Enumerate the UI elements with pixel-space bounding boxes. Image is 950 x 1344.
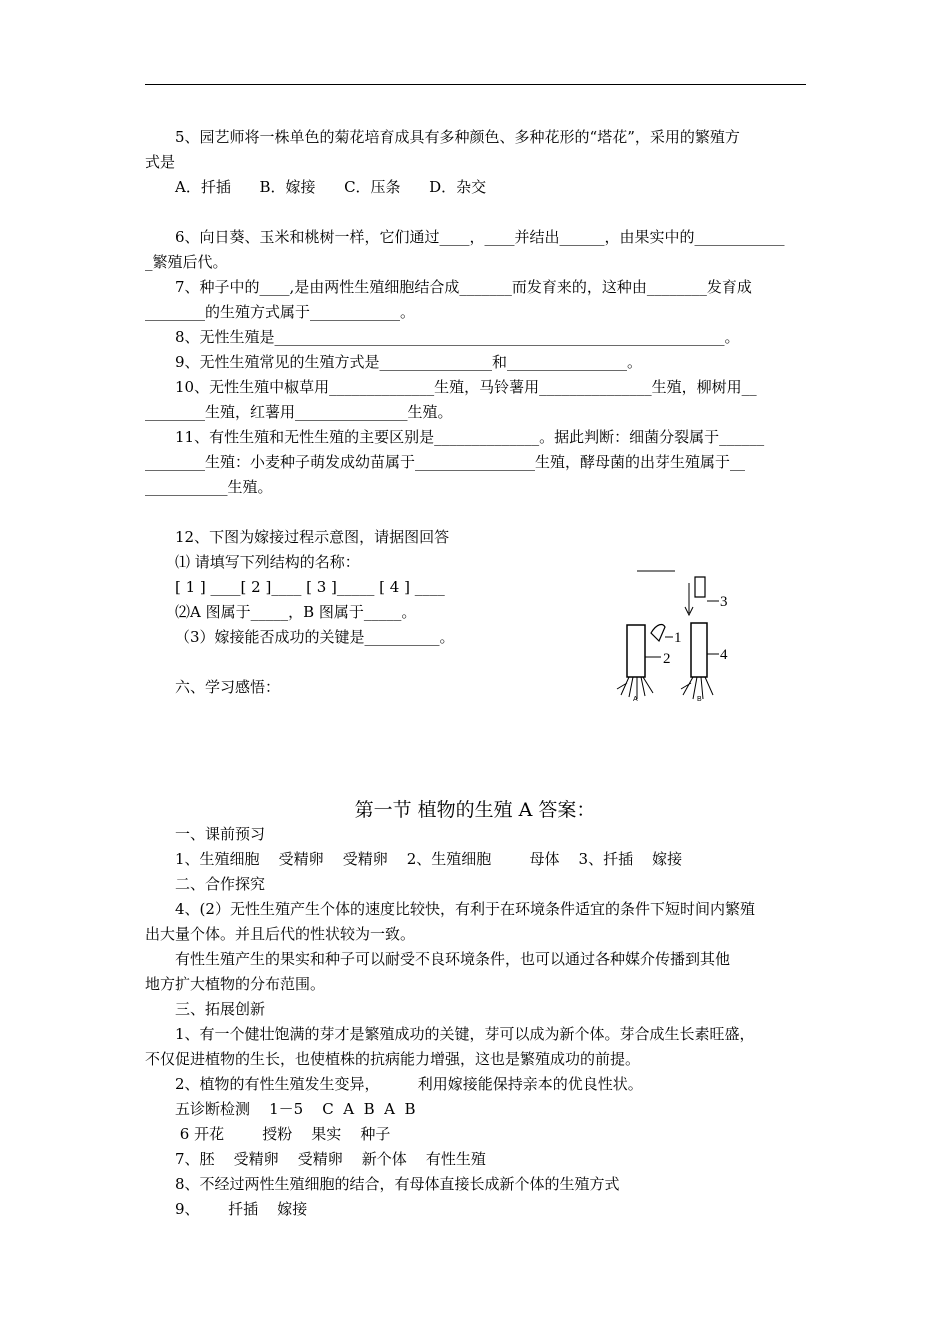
- label-3: 3: [720, 594, 728, 610]
- question-8: 8、无性生殖是____________________________________________________________。: [175, 328, 740, 346]
- label-b: B: [697, 696, 702, 703]
- answer-4-line2: 出大量个体。并且后代的性状较为一致。: [145, 925, 416, 943]
- answers-section-5: 五诊断检测 1－5 C A B A B: [175, 1100, 416, 1118]
- question-11-line3: ___________生殖。: [145, 478, 273, 496]
- answer-4-line3: 有性生殖产生的果实和种子可以耐受不良环境条件，也可以通过各种媒介传播到其他: [175, 950, 731, 968]
- answer-6: 6 开花 授粉 果实 种子: [175, 1125, 391, 1143]
- section-6-heading: 六、学习感悟：: [175, 678, 281, 696]
- question-6-line2: _繁殖后代。: [145, 253, 228, 271]
- answer-3-1-line1: 1、有一个健壮饱满的芽才是繁殖成功的关键，芽可以成为新个体。芽合成生长素旺盛，: [175, 1025, 755, 1043]
- answer-4-line4: 地方扩大植物的分布范围。: [145, 975, 326, 993]
- answer-3-2: 2、植物的有性生殖发生变异， 利用嫁接能保持亲本的优良性状。: [175, 1075, 643, 1093]
- question-12-blanks: [ 1 ] ____[ 2 ]____ [ 3 ]_____ [ 4 ] ____: [175, 578, 445, 596]
- question-5-options: A．扦插 B．嫁接 C．压条 D．杂交: [175, 178, 487, 196]
- scion-a: [651, 625, 665, 641]
- answer-3-1-line2: 不仅促进植物的生长，也使植株的抗病能力增强，这也是繁殖成功的前提。: [145, 1050, 641, 1068]
- stock-b: [691, 623, 707, 677]
- question-5-line1: 5、园艺师将一株单色的菊花培育成具有多种颜色、多种花形的“塔花”，采用的繁殖方: [175, 128, 740, 146]
- question-10-line1: 10、无性生殖中椒草用______________生殖，马铃薯用_______________生殖，柳树用__: [175, 378, 757, 396]
- answers-section-2: 二、合作探究: [175, 875, 266, 893]
- answers-title: 第一节 植物的生殖 A 答案：: [354, 799, 596, 821]
- answer-1: 1、生殖细胞 受精卵 受精卵 2、生殖细胞 母体 3、扦插 嫁接: [175, 850, 683, 868]
- answers-section-1: 一、课前预习: [175, 825, 266, 843]
- answer-7: 7、胚 受精卵 受精卵 新个体 有性生殖: [175, 1150, 486, 1168]
- question-12-part3: （3）嫁接能否成功的关键是__________。: [175, 628, 455, 646]
- answers-section-3: 三、拓展创新: [175, 1000, 266, 1018]
- answer-8: 8、不经过两性生殖细胞的结合，有母体直接长成新个体的生殖方式: [175, 1175, 620, 1193]
- question-9: 9、无性生殖常见的生殖方式是_______________和________________。: [175, 353, 643, 371]
- grafting-diagram: [615, 565, 765, 705]
- answer-4-line1: 4、(2）无性生殖产生个体的速度比较快，有利于在环境条件适宜的条件下短时间内繁殖: [175, 900, 755, 918]
- label-2: 2: [663, 651, 671, 667]
- question-12-part2: ⑵A 图属于_____，B 图属于_____。: [175, 603, 417, 621]
- question-11-line1: 11、有性生殖和无性生殖的主要区别是______________。据此判断：细菌分裂属于______: [175, 428, 765, 446]
- header-rule: [145, 84, 806, 85]
- scion-b: [695, 577, 705, 597]
- label-4: 4: [720, 647, 728, 663]
- label-a: A: [633, 696, 638, 703]
- question-7-line1: 7、种子中的____,是由两性生殖细胞结合成_______而发育来的，这种由________发育成: [175, 278, 752, 296]
- answer-9: 9、 扦插 嫁接: [175, 1200, 308, 1218]
- question-12-part1: ⑴ 请填写下列结构的名称：: [175, 553, 360, 571]
- question-11-line2: ________生殖：小麦种子萌发成幼苗属于________________生殖，酵母菌的出芽生殖属于__: [145, 453, 746, 471]
- question-6-line1: 6、向日葵、玉米和桃树一样，它们通过____，____并结出______，由果实中的____________: [175, 228, 785, 246]
- question-12-title: 12、下图为嫁接过程示意图，请据图回答: [175, 528, 450, 546]
- question-7-line2: ________的生殖方式属于____________。: [145, 303, 416, 321]
- label-1: 1: [674, 630, 682, 646]
- question-10-line2: ________生殖，红薯用_______________生殖。: [145, 403, 453, 421]
- stock-a: [627, 625, 645, 677]
- question-5-line2: 式是: [145, 153, 176, 171]
